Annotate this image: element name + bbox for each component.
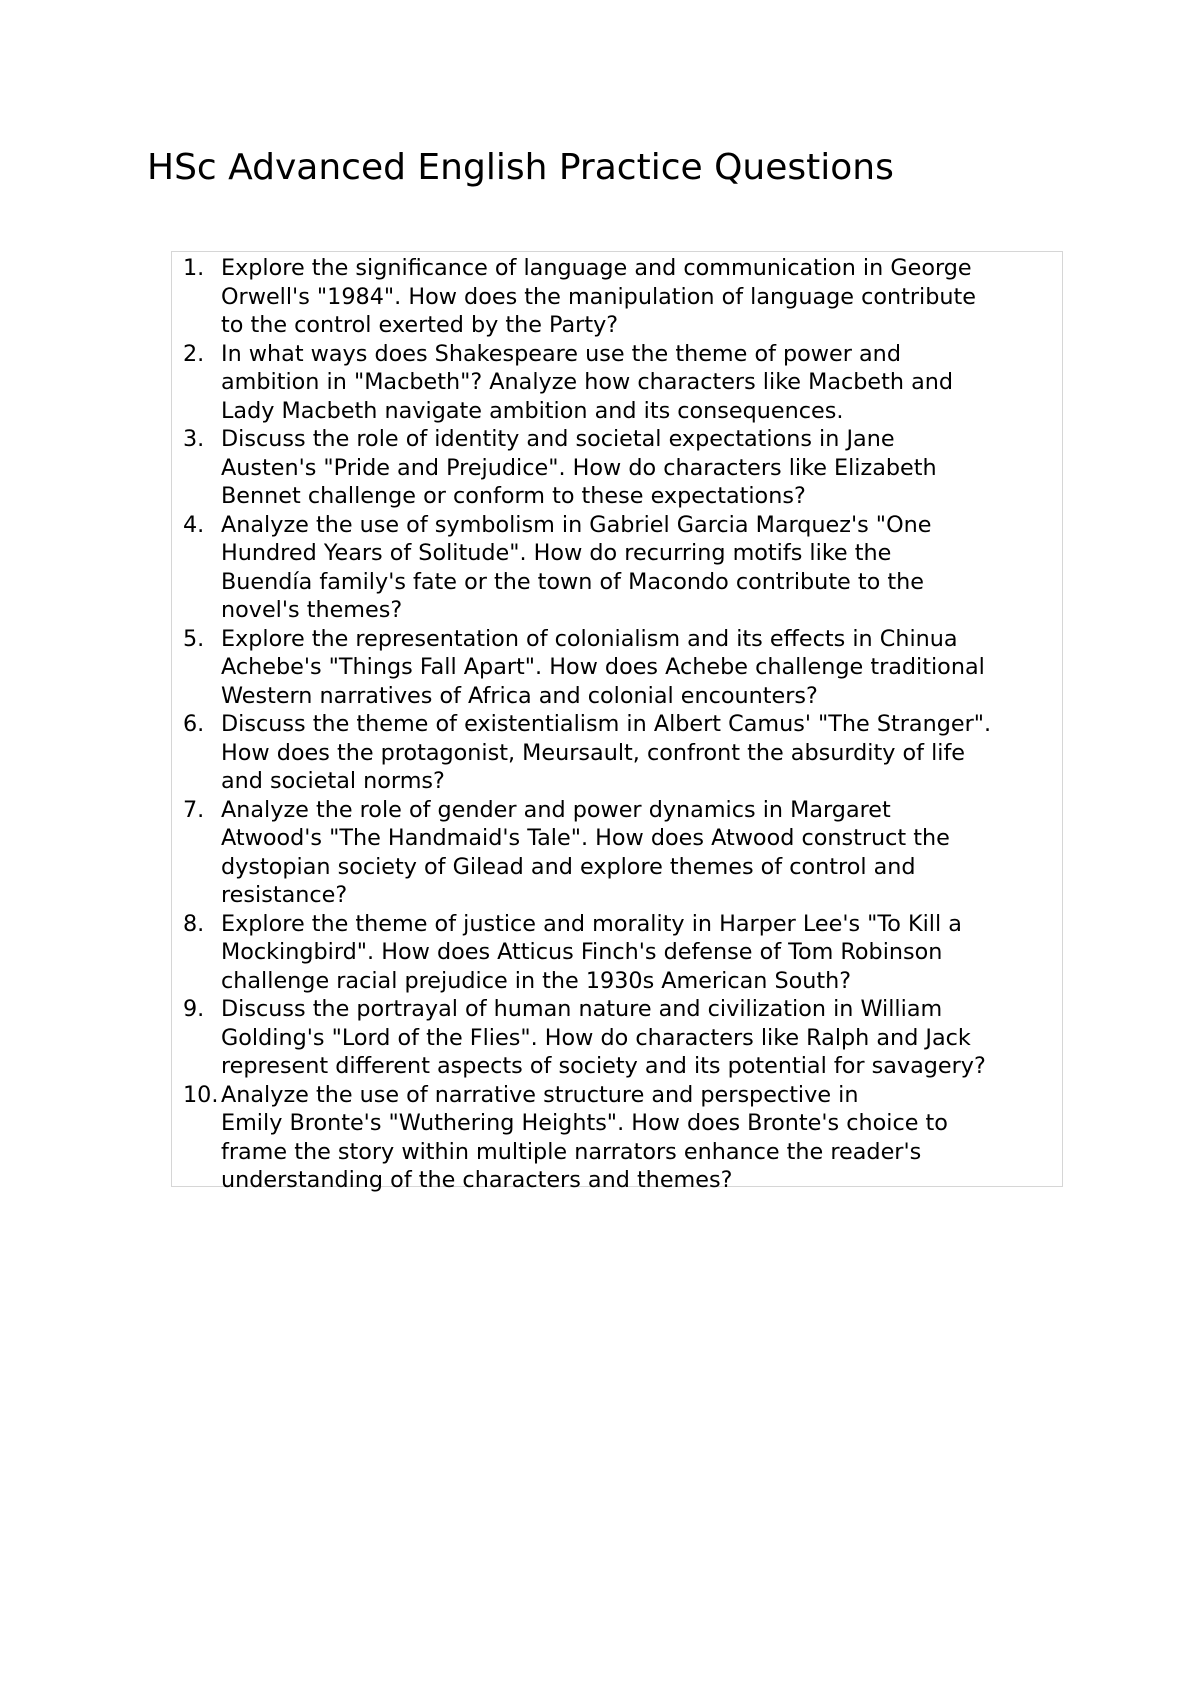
question-text-line: frame the story within multiple narrators enhance the reader's (221, 1138, 922, 1165)
question-text-line: understanding of the characters and themes? (221, 1167, 733, 1193)
question-text-line: ambition in "Macbeth"? Analyze how characters like Macbeth and (221, 369, 954, 395)
question-text-line: Achebe's "Things Fall Apart". How does Achebe challenge traditional (221, 654, 985, 680)
question-item (183, 254, 1059, 340)
question-text-line: Explore the theme of justice and morality in Harper Lee's "To Kill a (221, 910, 962, 937)
question-item (183, 425, 1059, 511)
page-title: HSc Advanced English Practice Questions (147, 147, 894, 188)
question-text-line: How does the protagonist, Meursault, confront the absurdity of life (221, 739, 966, 766)
question-text-line: to the control exerted by the Party? (221, 312, 619, 338)
question-text-line: Explore the significance of language and communication in George (221, 255, 972, 281)
question-number: 6. (183, 711, 205, 737)
question-text-line: Bennet challenge or conform to these expectations? (221, 483, 806, 509)
question-item (183, 625, 1059, 711)
question-text-line: Discuss the portrayal of human nature and civilization in William (221, 996, 943, 1022)
question-number: 2. (183, 340, 205, 367)
question-text-line: Western narratives of Africa and colonial encounters? (221, 682, 818, 709)
question-number: 10. (183, 1081, 219, 1108)
question-item (183, 511, 1059, 625)
question-number: 5. (183, 625, 205, 652)
question-item (183, 995, 1059, 1081)
question-number: 7. (183, 796, 205, 823)
question-text-line: Buendía family's fate or the town of Macondo contribute to the (221, 568, 924, 595)
question-text-line: Discuss the theme of existentialism in Albert Camus' "The Stranger". (221, 711, 992, 737)
question-number: 9. (183, 996, 205, 1022)
question-text-line: represent different aspects of society and its potential for savagery? (221, 1053, 986, 1079)
question-item (183, 910, 1059, 996)
question-text-line: resistance? (221, 882, 348, 908)
question-text-line: Golding's "Lord of the Flies". How do characters like Ralph and Jack (221, 1024, 971, 1051)
question-text-line: Austen's "Pride and Prejudice". How do characters like Elizabeth (221, 454, 937, 481)
question-text-line: Hundred Years of Solitude". How do recurring motifs like the (221, 540, 892, 566)
question-text-line: dystopian society of Gilead and explore themes of control and (221, 853, 916, 880)
question-text-line: Mockingbird". How does Atticus Finch's defense of Tom Robinson (221, 939, 943, 965)
question-item (183, 796, 1059, 910)
question-item (183, 340, 1059, 426)
question-item (183, 710, 1059, 796)
question-text-line: Analyze the role of gender and power dynamics in Margaret (221, 796, 891, 823)
question-text-line: challenge racial prejudice in the 1930s American South? (221, 967, 852, 994)
question-box (171, 251, 1063, 1193)
question-text-line: In what ways does Shakespeare use the theme of power and (221, 340, 901, 367)
question-text-line: Analyze the use of narrative structure and perspective in (221, 1081, 859, 1108)
question-list (183, 254, 1059, 1195)
question-item (183, 1081, 1059, 1195)
question-text-line: Analyze the use of symbolism in Gabriel Garcia Marquez's "One (221, 511, 932, 538)
question-text-line: Orwell's "1984". How does the manipulation of language contribute (221, 283, 976, 310)
question-number: 4. (183, 511, 205, 538)
question-text-line: and societal norms? (221, 768, 445, 794)
question-number: 3. (183, 426, 205, 452)
question-text-line: Emily Bronte's "Wuthering Heights". How does Bronte's choice to (221, 1110, 948, 1136)
question-text-line: novel's themes? (221, 597, 403, 623)
question-text-line: Discuss the role of identity and societal expectations in Jane (221, 426, 895, 452)
question-text-line: Explore the representation of colonialism and its effects in Chinua (221, 625, 958, 652)
question-text-line: Atwood's "The Handmaid's Tale". How does Atwood construct the (221, 825, 950, 851)
question-text-line: Lady Macbeth navigate ambition and its consequences. (221, 397, 844, 424)
question-number: 8. (183, 910, 205, 937)
question-number: 1. (183, 255, 205, 281)
